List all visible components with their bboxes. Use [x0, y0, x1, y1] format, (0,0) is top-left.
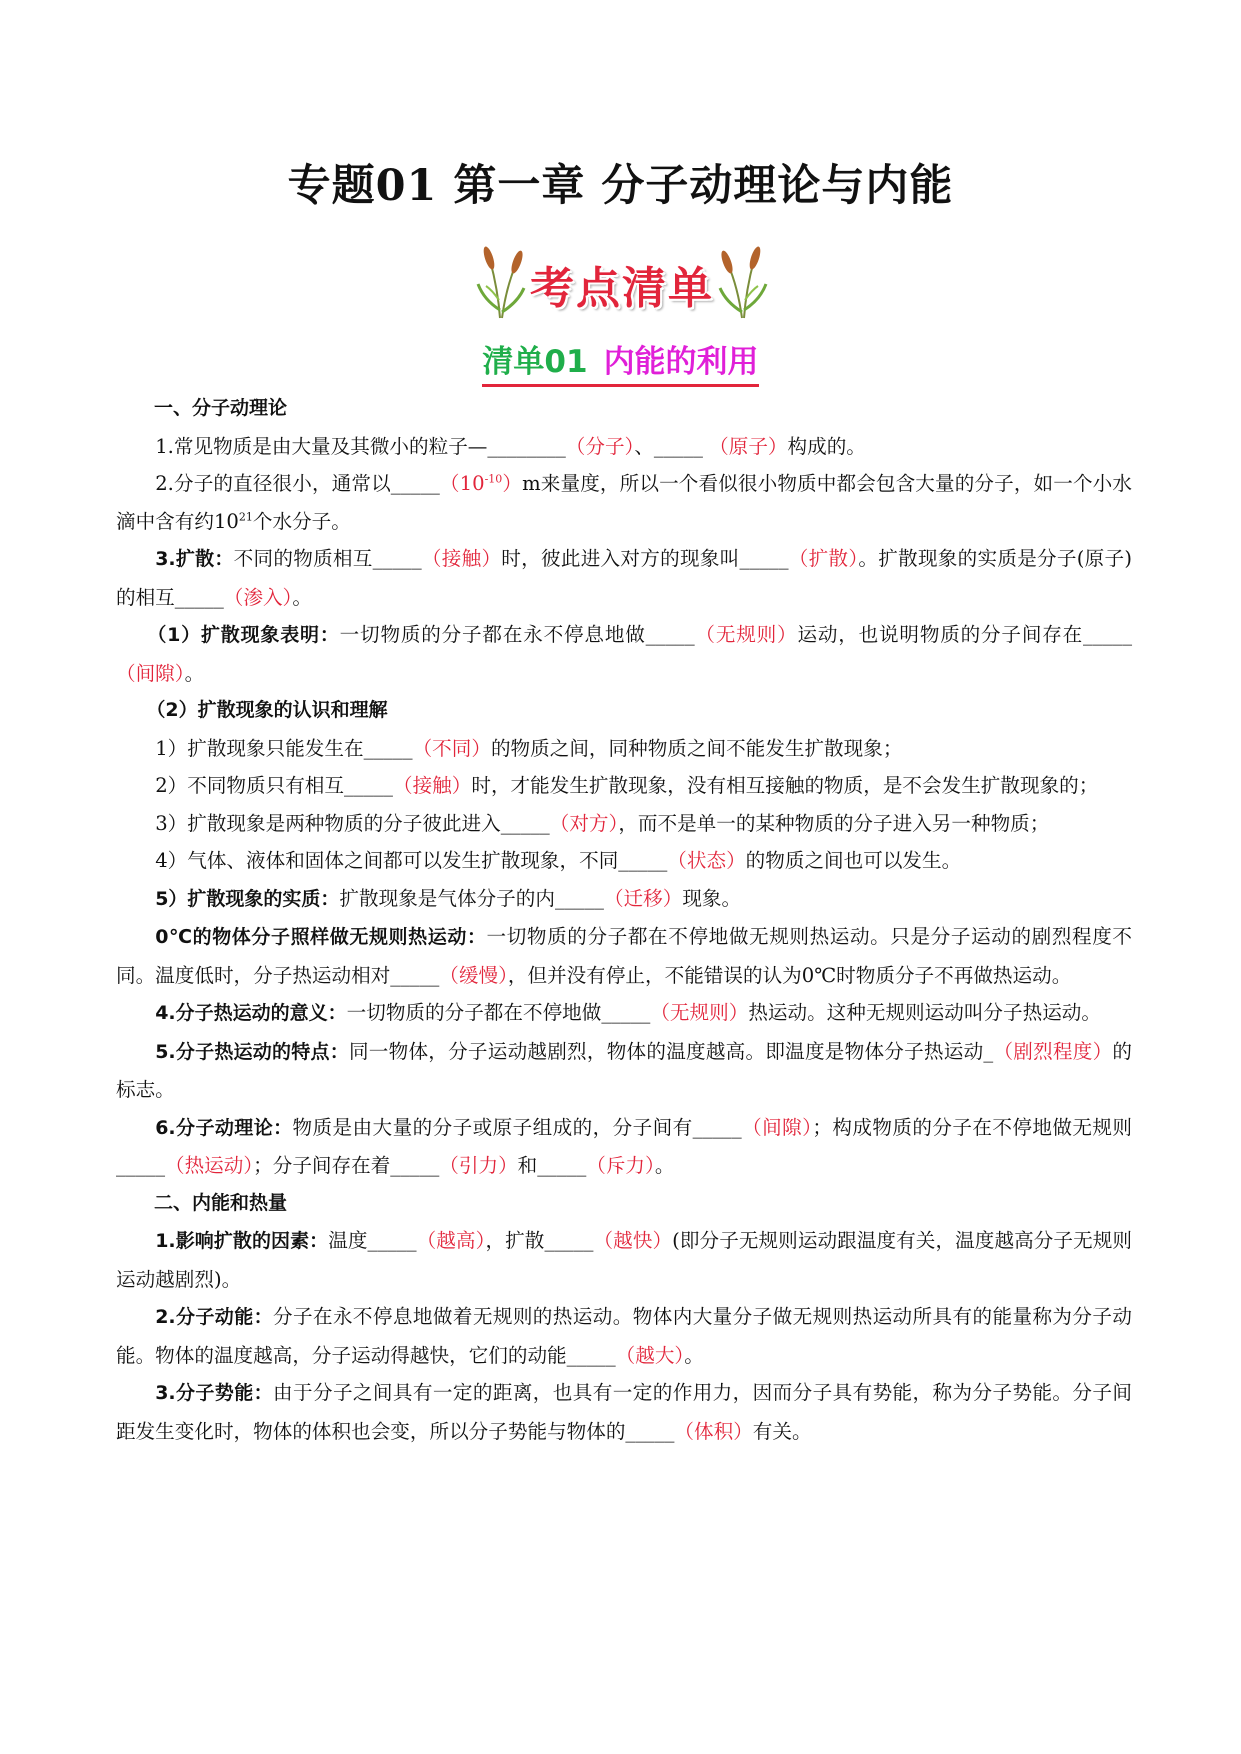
paragraph-3 — [116, 540, 1132, 616]
text-run: 、_____ — [634, 434, 710, 458]
text-run: 一切物质的分子都在不停地做无规则热运动。只是分子运动的剧烈程度不同。温度低时，分子热运动相对_____ — [116, 925, 1133, 987]
paragraph-15 — [116, 1222, 1132, 1298]
answer-text: （分子） — [565, 434, 635, 458]
text-run: ；分子间存在着_____ — [253, 1154, 440, 1177]
list-heading — [0, 336, 1241, 387]
text-run: 物质是由大量的分子或原子组成的，分子间有_____ — [292, 1115, 742, 1139]
answer-text: （原子） — [709, 434, 788, 458]
text-run: ，而不是单一的某种物质的分子进入另一种物质； — [618, 811, 1050, 835]
text-run: 的物质之间，同种物质之间不能发生扩散现象； — [490, 736, 903, 760]
reed-right-icon — [716, 240, 772, 320]
text-run: 21 — [238, 509, 253, 523]
text-run: 有关。 — [752, 1419, 812, 1443]
text-run: 时，才能发生扩散现象，没有相互接触的物质，是不会发生扩散现象的； — [471, 774, 1099, 797]
text-run: 一切物质的分子都在不停地做_____ — [346, 1001, 651, 1024]
text-run: 时，彼此进入对方的现象叫_____ — [501, 547, 789, 570]
text-run: 的标志。 — [116, 1039, 1133, 1101]
text-run: 运动，也说明物质的分子间存在_____ — [797, 623, 1133, 646]
text-run: 。 — [654, 1154, 675, 1177]
paragraph-5: （2）扩散现象的认识和理解 — [146, 699, 388, 721]
key-points-banner — [472, 240, 772, 320]
paragraph-17 — [116, 1374, 1132, 1450]
answer-text: （引力） — [439, 1154, 518, 1177]
text-run: ） — [502, 472, 523, 495]
paragraph-4 — [116, 616, 1132, 692]
paragraph-1 — [116, 428, 1132, 466]
answer-text: （剧烈程度） — [993, 1039, 1113, 1063]
text-run: 2）不同物质只有相互_____ — [155, 774, 393, 797]
text-run: 。 — [292, 585, 312, 609]
paragraph-11 — [116, 918, 1132, 994]
text-run: 不同的物质相互_____ — [233, 547, 422, 570]
text-run: m来量度，所以一个看似很小物质中都会包含大量的分子，如一个小水滴中含有约10 — [116, 472, 1132, 533]
answer-text: （体积） — [674, 1419, 753, 1443]
text-run: 。 — [684, 1343, 704, 1367]
answer-text: （间隙） — [116, 661, 185, 685]
answer-text: （无规则） — [694, 623, 798, 646]
list-name: 内能的利用 — [603, 344, 759, 380]
text-run: 和_____ — [517, 1154, 587, 1177]
text-run: 1.影响扩散的因素： — [155, 1230, 329, 1252]
part-heading-2: 二、内能和热量 — [154, 1191, 288, 1214]
paragraph-6 — [116, 730, 1132, 768]
answer-text: （不同） — [412, 736, 491, 760]
text-run: 构成的。 — [787, 434, 866, 458]
answer-text: （扩散） — [788, 547, 859, 570]
text-run: （10 — [439, 472, 485, 495]
text-run: 1）扩散现象只能发生在_____ — [155, 736, 413, 760]
text-run: 热运动。这种无规则运动叫分子热运动。 — [748, 1001, 1101, 1024]
text-run: 3）扩散现象是两种物质的分子彼此进入_____ — [155, 811, 550, 835]
answer-text: （越大） — [615, 1343, 685, 1367]
text-run: ，但并没有停止，不能错误的认为0℃时物质分子不再做热运动。 — [507, 963, 1072, 987]
paragraph-12 — [116, 994, 1132, 1033]
text-run: 分子在永不停息地做着无规则的热运动。物体内大量分子做无规则热运动所具有的能量称为分子动能。物体的温度越高，分子运动得越快，它们的动能_____ — [116, 1305, 1132, 1367]
answer-text: （无规则） — [650, 1001, 749, 1024]
answer-text: （接触） — [392, 774, 472, 797]
text-run: 扩散现象是气体分子的内_____ — [339, 886, 604, 910]
answer-text: （接触） — [421, 547, 502, 570]
text-run: 的物质之间也可以发生。 — [745, 849, 962, 872]
text-run: 。 — [184, 661, 205, 685]
paragraph-9 — [116, 842, 1132, 880]
text-run: 同一物体，分子运动越剧烈，物体的温度越高。即温度是物体分子热运动_ — [348, 1039, 994, 1063]
text-run: 5）扩散现象的实质： — [155, 887, 340, 910]
banner-title: 考点清单 — [530, 263, 714, 314]
text-run: 6.分子动理论： — [155, 1116, 293, 1139]
paragraph-10 — [116, 880, 1132, 919]
text-run: 4.分子热运动的意义： — [155, 1002, 347, 1024]
text-run: 。扩散现象的实质是分子(原子)的相互_____ — [116, 547, 1133, 609]
list-number: 清单01 — [482, 344, 588, 380]
text-run: -10 — [484, 472, 503, 486]
answer-text: （斥力） — [586, 1154, 655, 1177]
answer-text: （越快） — [593, 1229, 673, 1252]
text-run: 一切物质的分子都在永不停息地做_____ — [339, 623, 695, 646]
document-title: 专题01 第一章 分子动理论与内能 — [287, 161, 954, 211]
text-run: 现象。 — [682, 886, 742, 910]
text-run: 温度_____ — [328, 1229, 417, 1252]
text-run: (即分子无规则运动跟温度有关，温度越高分子无规则运动越剧烈)。 — [116, 1229, 1133, 1291]
paragraph-13 — [116, 1033, 1132, 1109]
text-run: 2.分子动能： — [155, 1306, 273, 1328]
answer-text: （渗入） — [223, 585, 293, 609]
text-run: 3.扩散： — [155, 548, 234, 570]
answer-text: （状态） — [667, 849, 746, 872]
text-run: 5.分子热运动的特点： — [155, 1040, 349, 1063]
text-run: 1.常见物质是由大量及其微小的粒子—________ — [155, 434, 566, 458]
text-run: 0℃的物体分子照样做无规则热运动： — [155, 926, 487, 948]
text-run: 3.分子势能： — [155, 1382, 273, 1404]
text-run: ，扩散_____ — [485, 1229, 594, 1252]
paragraph-7 — [116, 767, 1132, 805]
text-run: （1）扩散现象表明： — [147, 624, 340, 646]
paragraph-14 — [116, 1109, 1132, 1185]
answer-text: （越高） — [416, 1229, 486, 1252]
text-run: ；构成物质的分子在不停地做无规则_____ — [116, 1115, 1133, 1177]
answer-text: （间隙） — [741, 1115, 813, 1139]
paragraph-2 — [116, 465, 1132, 540]
reed-left-icon — [472, 240, 528, 320]
part-heading-1: 一、分子动理论 — [154, 397, 288, 419]
paragraph-16 — [116, 1298, 1132, 1374]
paragraph-8 — [116, 805, 1132, 843]
answer-text: （对方） — [549, 811, 619, 835]
text-run: 2.分子的直径很小，通常以_____ — [155, 472, 440, 495]
text-run: 个水分子。 — [252, 509, 351, 533]
answer-text — [440, 472, 522, 495]
answer-text: （缓慢） — [439, 963, 508, 987]
text-run: 由于分子之间具有一定的距离，也具有一定的作用力，因而分子具有势能，称为分子势能。分子间距发生变化时，物体的体积也会变，所以分子势能与物体的_____ — [116, 1381, 1132, 1443]
text-run: 4）气体、液体和固体之间都可以发生扩散现象，不同_____ — [155, 849, 668, 872]
answer-text: （热运动） — [164, 1154, 254, 1177]
content-body — [116, 390, 1132, 1450]
answer-text: （迁移） — [603, 886, 683, 910]
